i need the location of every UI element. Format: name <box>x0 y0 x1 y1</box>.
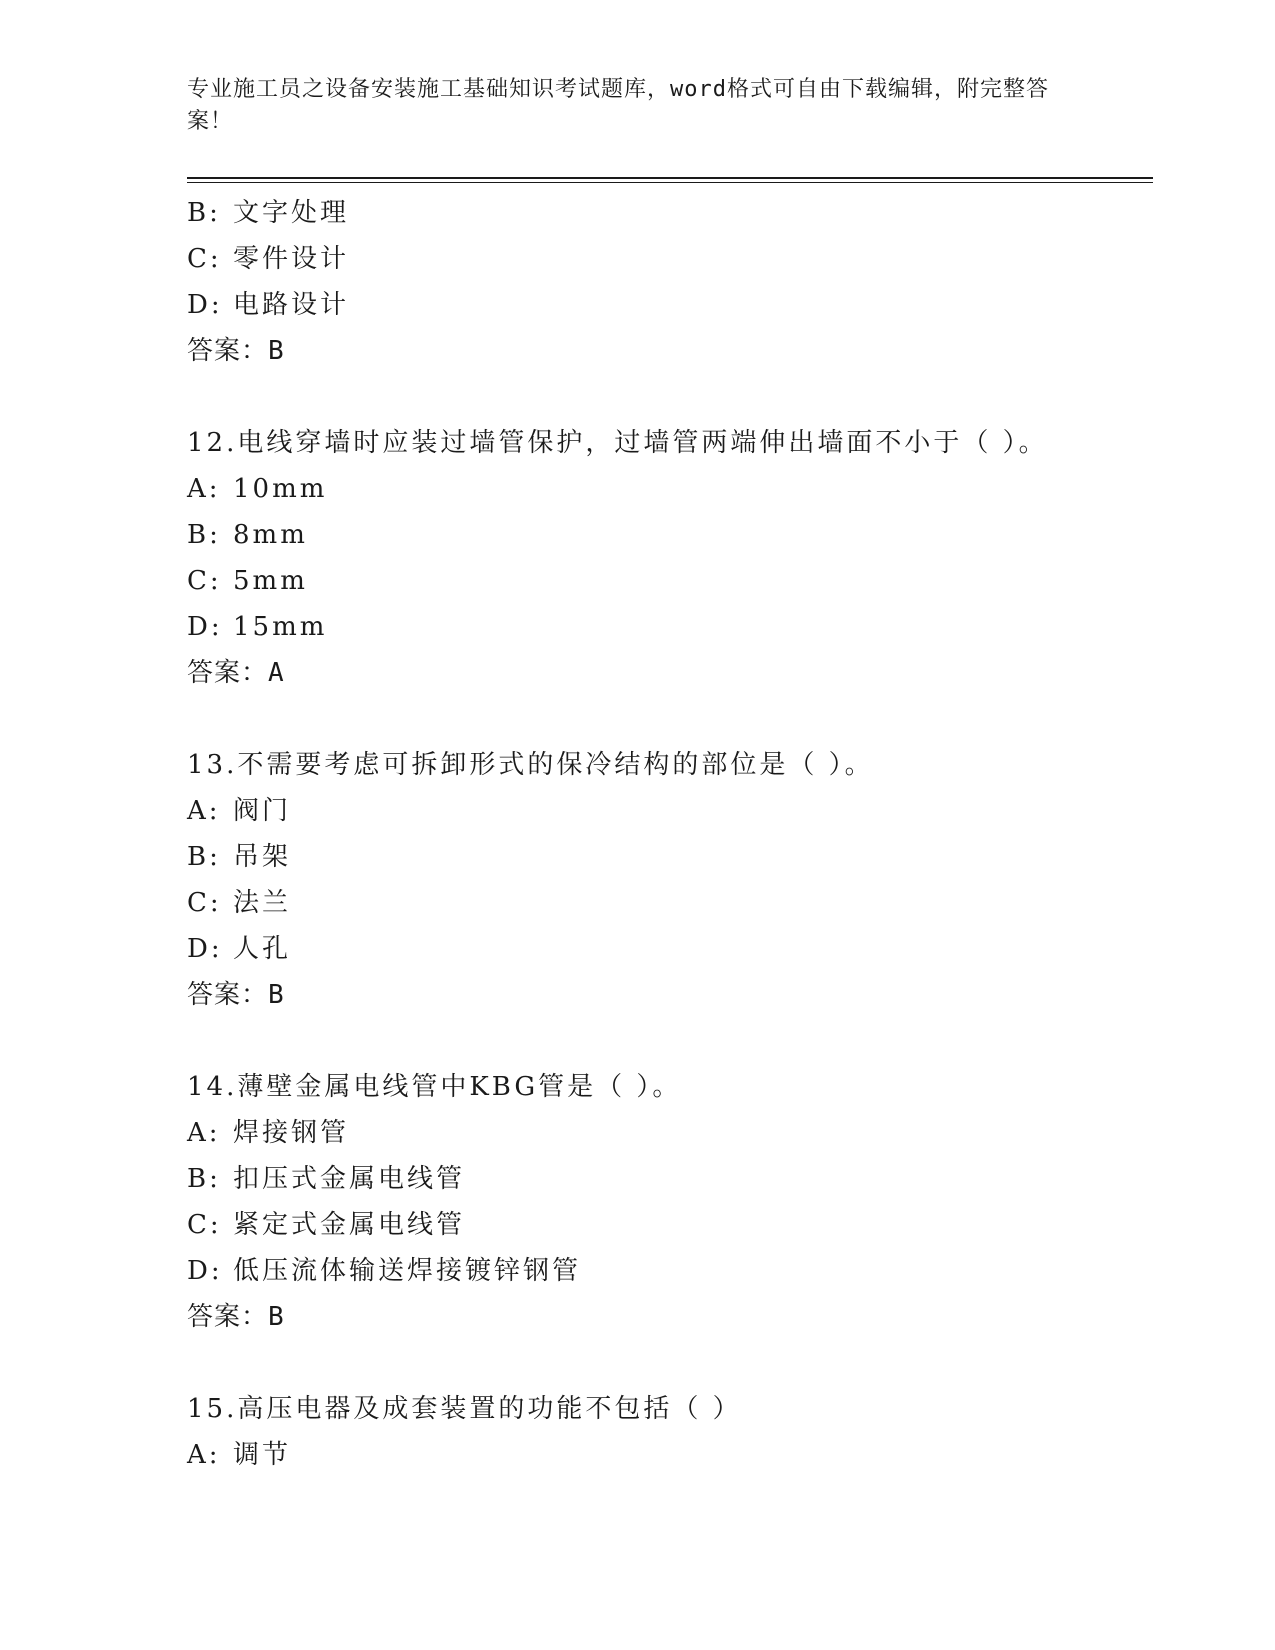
option-line <box>187 788 1147 834</box>
option-line <box>187 558 1147 604</box>
option-label: B: <box>187 520 221 550</box>
option-line <box>187 834 1147 880</box>
option-text: 吊架 <box>233 842 292 872</box>
option-text: 8mm <box>233 520 308 550</box>
answer-line: 答案：B <box>187 336 285 366</box>
option-text: 人孔 <box>233 934 292 964</box>
option-text: 紧定式金属电线管 <box>233 1210 466 1240</box>
answer-line: 答案：A <box>187 658 285 688</box>
option-line <box>187 1202 1147 1248</box>
option-text: 5mm <box>233 566 308 596</box>
question-text: 14.薄壁金属电线管中KBG管是（ ）。 <box>187 1072 682 1102</box>
header-divider <box>187 177 1153 179</box>
option-label: D: <box>187 1256 223 1286</box>
option-label: C: <box>187 1210 222 1240</box>
option-line <box>187 282 1147 328</box>
option-text: 低压流体输送焊接镀锌钢管 <box>233 1256 582 1286</box>
option-label: D: <box>187 290 223 320</box>
option-line <box>187 1156 1147 1202</box>
option-label: D: <box>187 934 223 964</box>
question-list <box>187 190 1147 1478</box>
option-text: 10mm <box>233 474 328 504</box>
option-line <box>187 190 1147 236</box>
document-header: 专业施工员之设备安装施工基础知识考试题库，word格式可自由下载编辑，附完整答案！ <box>187 77 1049 134</box>
option-label: B: <box>187 198 221 228</box>
answer-line: 答案：B <box>187 1302 285 1332</box>
option-line <box>187 1432 1147 1478</box>
option-label: A: <box>187 1118 221 1148</box>
option-text: 法兰 <box>233 888 292 918</box>
option-line <box>187 236 1147 282</box>
option-text: 零件设计 <box>233 244 350 274</box>
option-label: B: <box>187 842 221 872</box>
option-line <box>187 512 1147 558</box>
option-text: 阀门 <box>233 796 292 826</box>
answer-line: 答案：B <box>187 980 285 1010</box>
option-text: 调节 <box>233 1440 292 1470</box>
option-label: A: <box>187 796 221 826</box>
question-text: 13.不需要考虑可拆卸形式的保冷结构的部位是（ ）。 <box>187 750 874 780</box>
option-label: B: <box>187 1164 221 1194</box>
option-text: 电路设计 <box>233 290 350 320</box>
option-text: 文字处理 <box>233 198 350 228</box>
option-line <box>187 604 1147 650</box>
header-divider-thin <box>187 182 1153 183</box>
option-text: 15mm <box>233 612 328 642</box>
option-text: 焊接钢管 <box>233 1118 350 1148</box>
option-line <box>187 466 1147 512</box>
option-text: 扣压式金属电线管 <box>233 1164 466 1194</box>
option-label: C: <box>187 566 222 596</box>
option-line <box>187 880 1147 926</box>
question-text: 15.高压电器及成套装置的功能不包括（ ） <box>187 1394 742 1424</box>
option-line <box>187 1110 1147 1156</box>
option-line <box>187 1248 1147 1294</box>
option-label: A: <box>187 474 221 504</box>
question-text: 12.电线穿墙时应装过墙管保护，过墙管两端伸出墙面不小于（ ）。 <box>187 428 1048 458</box>
option-label: C: <box>187 888 222 918</box>
option-label: C: <box>187 244 222 274</box>
option-label: D: <box>187 612 223 642</box>
option-label: A: <box>187 1440 221 1470</box>
option-line <box>187 926 1147 972</box>
